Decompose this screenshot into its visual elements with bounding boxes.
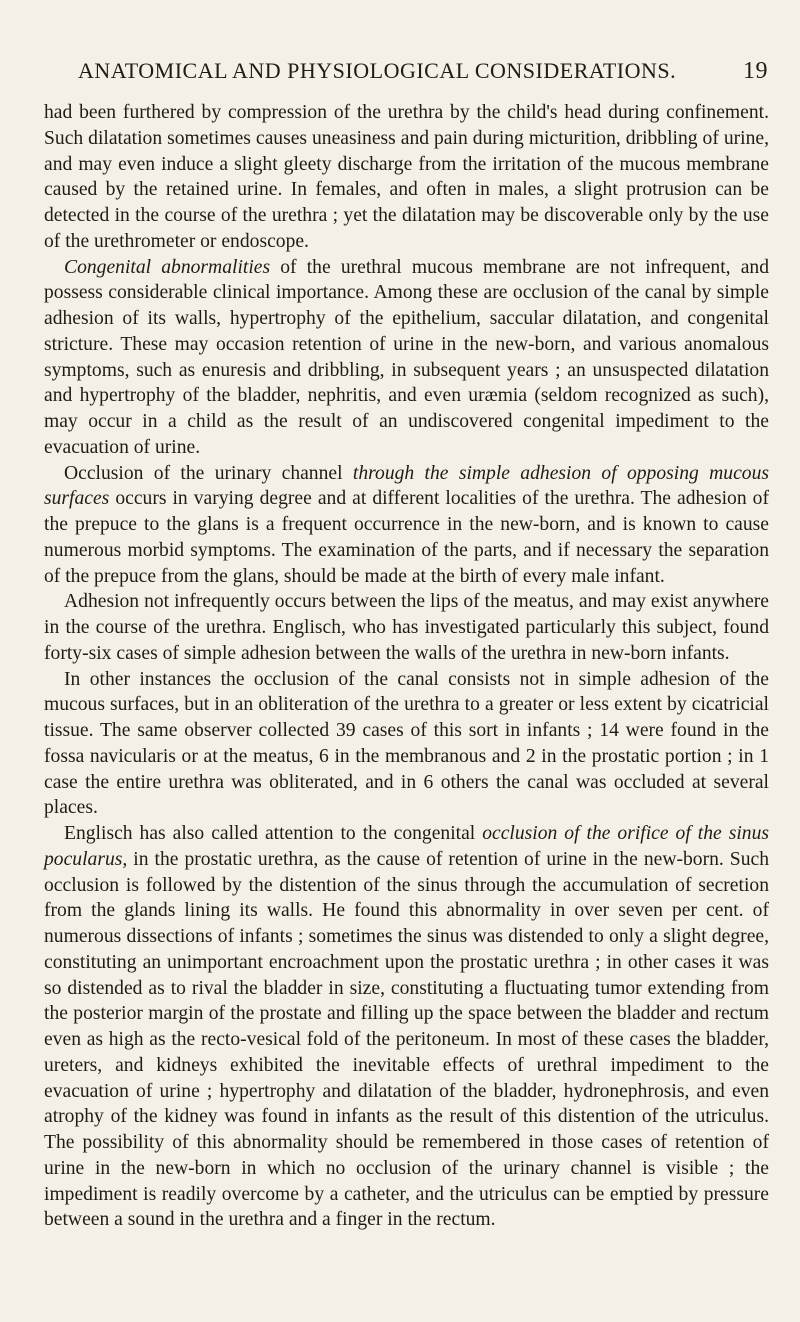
paragraph: [44, 667, 769, 822]
paragraph: [44, 821, 769, 1233]
running-head: [44, 58, 770, 88]
body-text: [44, 100, 769, 1233]
paragraph: [44, 255, 769, 461]
paragraph-text: Adhesion not infrequently occurs between the lips of the meatus, and may exist anywhere in the course of the urethra. Englisch, who has investigated particularly this subject, found forty-six cases of simple adhesion between the walls of the urethra in new-born infants.: [44, 591, 769, 664]
paragraph-text: occurs in varying degree and at different localities of the urethra. The adhesion of the prepuce to the glans is a frequent occurrence in the new-born, and is known to cause numerous morbid symptoms. The examination of the parts, and if necessary the separation of the prepuce from the glans, should be made at the birth of every male infant.: [44, 488, 769, 587]
paragraph-text: Englisch has also called attention to the congenital: [64, 823, 483, 844]
paragraph: [44, 589, 769, 666]
running-title: ANATOMICAL AND PHYSIOLOGICAL CONSIDERATIONS.: [78, 58, 677, 83]
paragraph: [44, 461, 769, 590]
paragraph-text: In other instances the occlusion of the canal consists not in simple adhesion of the mucous surfaces, but in an obliteration of the urethra to a greater or less extent by cicatricial tissue. The same observer collected 39 cases of this sort in infants ; 14 were found in the fossa navicularis or at the meatus, 6 in the membranous and 2 in the prostatic portion ; in 1 case the entire urethra was obliterated, and in 6 others the canal was occluded at several places.: [44, 668, 769, 819]
page-number: 19: [743, 58, 768, 84]
paragraph-italic-text: occlusion of the orifice of the sinus pocularus,: [44, 823, 769, 870]
paragraph-italic-text: Congenital abnormalities: [64, 256, 271, 278]
paragraph-italic-text: through the simple adhesion of opposing mucous surfaces: [44, 462, 770, 510]
paragraph-text: Occlusion of the urinary channel: [64, 462, 353, 484]
paragraph-text: of the urethral mucous membrane are not infrequent, and possess considerable clinical importance. Among these are occlusion of the canal by simple adhesion of its walls, hypertrophy of the epithelium, saccular dilatation, and congenital stricture. These may occasion retention of urine in the new-born, and various anomalous symptoms, such as enuresis and dribbling, in subsequent years ; an unsuspected dilatation and hypertrophy of the bladder, nephritis, and even uræmia (seldom recognized as such), may occur in a child as the result of an undiscovered congenital impediment to the evacuation of urine.: [44, 256, 769, 458]
paragraph: [44, 100, 769, 255]
paragraph-text: had been furthered by compression of the urethra by the child's head during confinement. Such dilatation sometimes causes uneasiness and pain during micturition, dribbling of urine, and may even induce a slight gleety discharge from the irritation of the mucous membrane caused by the retained urine. In females, and often in males, a slight protrusion can be detected in the course of the urethra ; yet the dilatation may be discoverable only by the use of the urethrometer or endoscope.: [44, 102, 769, 252]
paragraph-text: in the prostatic urethra, as the cause of retention of urine in the new-born. Such occlusion is followed by the distention of the sinus through the accumulation of secretion from the glands lining its walls. He found this abnormality in over seven per cent. of numerous dissections of infants ; sometimes the sinus was distended to only a slight degree, constituting an unimportant encroachment upon the prostatic urethra ; in other cases it was so distended as to rival the bladder in size, constituting a fluctuating tumor extending from the posterior margin of the prostate and filling up the space between the bladder and rectum even as high as the recto-vesical fold of the peritoneum. In most of these cases the bladder, ureters, and kidneys exhibited the inevitable effects of urethral impediment to the evacuation of urine ; hypertrophy and dilatation of the bladder, hydronephrosis, and even atrophy of the kidney was found in infants as the result of this distention of the utriculus. The possibility of this abnormality should be remembered in those cases of retention of urine in the new-born in which no occlusion of the urinary channel is visible ; the impediment is readily overcome by a catheter, and the utriculus can be emptied by pressure between a sound in the urethra and a finger in the rectum.: [44, 848, 769, 1231]
